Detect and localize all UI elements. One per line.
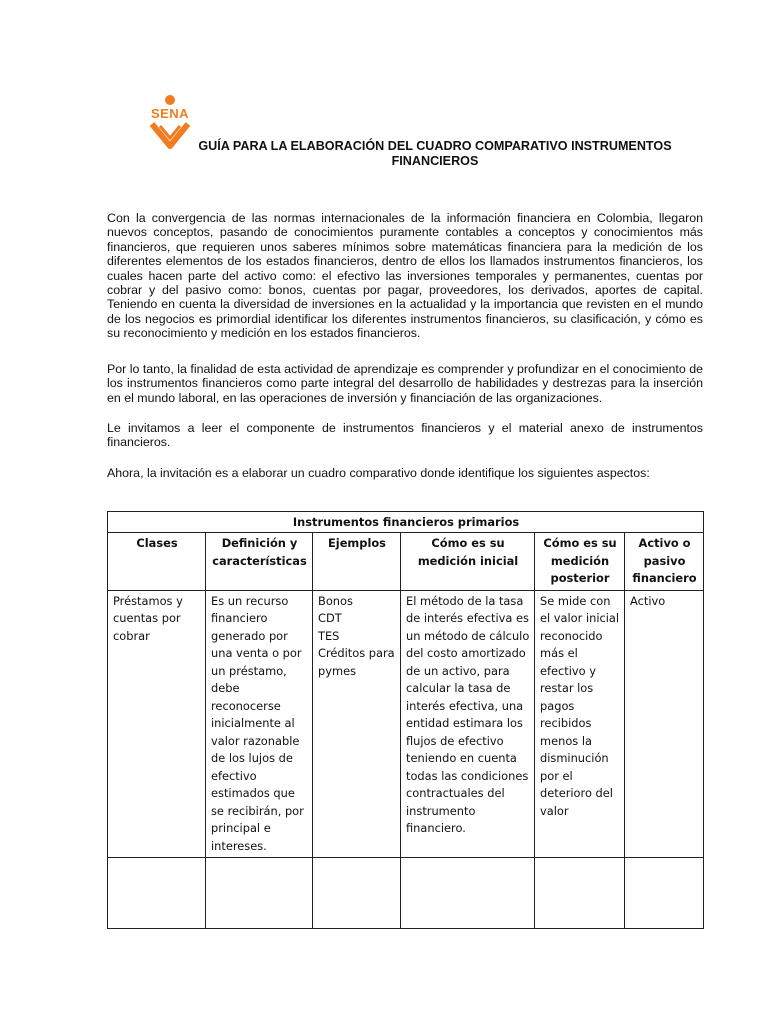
logo-text: SENA	[150, 106, 190, 121]
document-title: GUÍA PARA LA ELABORACIÓN DEL CUADRO COMPARATIVO INSTRUMENTOS FINANCIEROS	[198, 139, 672, 168]
cell-medicion-inicial: El método de la tasa de interés efectiva es un método de cálculo del costo amortizado de un activo, para calcular la tasa de interés efectiva, una entidad estimara los flujos de efectivo teniendo en cuenta todas las condiciones contractuales del instrumento financiero.	[401, 590, 535, 858]
table-row	[108, 858, 704, 929]
table-row	[108, 590, 704, 858]
header-clases: Clases	[108, 533, 206, 591]
header-medicion-posterior: Cómo es su medición posterior	[535, 533, 625, 591]
paragraph-purpose: Por lo tanto, la finalidad de esta actividad de aprendizaje es comprender y profundizar en el conocimiento de los instrumentos financieros como parte integral del desarrollo de habilidades y destrezas para la inserción en el mundo laboral, en las operaciones de inversión y financiación de las organizaciones.	[107, 362, 703, 405]
sena-logo	[140, 94, 200, 152]
header-definicion: Definición y características	[206, 533, 313, 591]
cell-empty[interactable]	[206, 858, 313, 929]
cell-empty[interactable]	[401, 858, 535, 929]
cell-activo-pasivo: Activo	[625, 590, 704, 858]
cell-empty[interactable]	[108, 858, 206, 929]
cell-ejemplos: Bonos CDT TES Créditos para pymes	[313, 590, 401, 858]
paragraph-instruction: Ahora, la invitación es a elaborar un cuadro comparativo donde identifique los siguientes aspectos:	[107, 466, 650, 480]
cell-clase: Préstamos y cuentas por cobrar	[108, 590, 206, 858]
comparison-table	[107, 511, 704, 929]
cell-empty[interactable]	[313, 858, 401, 929]
sena-logo-icon	[140, 94, 200, 152]
header-medicion-inicial: Cómo es su medición inicial	[401, 533, 535, 591]
header-ejemplos: Ejemplos	[313, 533, 401, 591]
table-caption: Instrumentos financieros primarios	[108, 512, 704, 533]
cell-definicion: Es un recurso financiero generado por una venta o por un préstamo, debe reconocerse inicialmente al valor razonable de los lujos de efectivo estimados que se recibirán, por principal e intereses.	[206, 590, 313, 858]
paragraph-intro: Con la convergencia de las normas internacionales de la información financiera en Colombia, llegaron nuevos conceptos, pasando de conocimientos puramente contables a conceptos y conocimientos más financieros, que requieren unos saberes mínimos sobre matemáticas financiera para la medición de los diferentes elementos de los estados financieros, dentro de ellos los llamados instrumentos financieros, los cuales hacen parte del activo como: el efectivo las inversiones temporales y permanentes, cuentas por cobrar y del pasivo como: bonos, cuentas por pagar, proveedores, los derivados, aportes de capital. Teniendo en cuenta la diversidad de inversiones en la actualidad y la importancia que revisten en el mundo de los negocios es primordial identificar los diferentes instrumentos financieros, su clasificación, y cómo es su reconocimiento y medición en los estados financieros.	[107, 211, 703, 341]
cell-empty[interactable]	[625, 858, 704, 929]
cell-empty[interactable]	[535, 858, 625, 929]
cell-medicion-posterior: Se mide con el valor inicial reconocido más el efectivo y restar los pagos recibidos menos la disminución por el deterioro del valor	[535, 590, 625, 858]
header-activo-pasivo: Activo o pasivo financiero	[625, 533, 704, 591]
paragraph-invitation: Le invitamos a leer el componente de instrumentos financieros y el material anexo de instrumentos financieros.	[107, 421, 703, 450]
